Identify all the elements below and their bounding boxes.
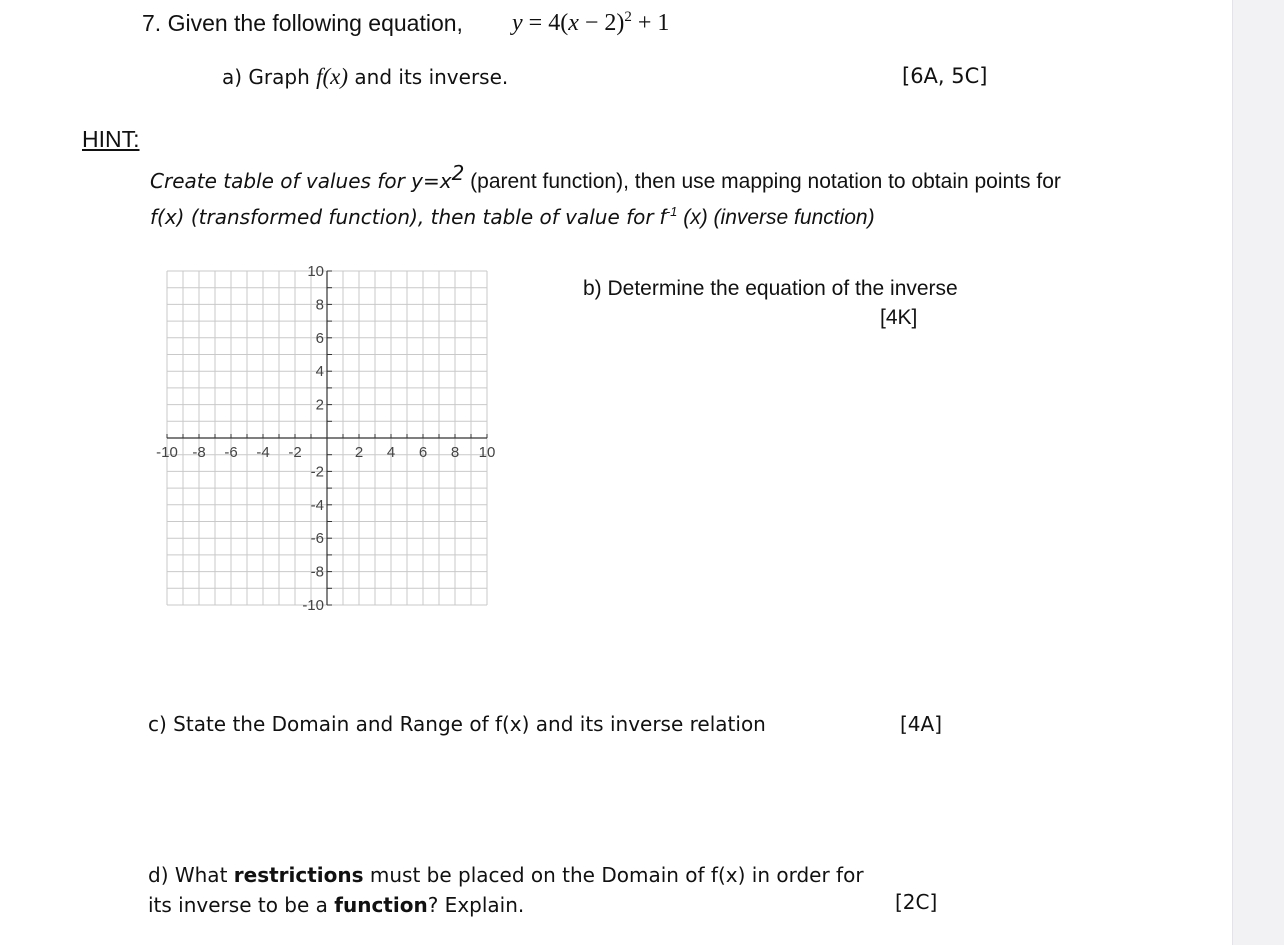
hint-f: f [659,206,666,229]
y-tick-label: -8 [310,563,324,581]
y-tick-label: -6 [310,530,324,548]
part-a-fx-arg: (x) [322,64,349,89]
y-tick-label: 4 [315,363,324,381]
y-tick-label: -4 [310,496,324,514]
part-c-prompt: c) State the Domain and Range of f(x) and its inverse relation [148,712,766,736]
part-d-bold: function [334,893,428,917]
hint-italic: Create table of values for y=x [150,169,452,193]
part-d-prompt [148,860,864,920]
x-tick-label: -10 [156,444,178,461]
equation-part: = 4( [522,10,569,36]
part-d-marks: [2C] [895,890,938,914]
y-tick-label: 2 [315,396,324,414]
y-tick-label: -10 [302,597,324,614]
hint-superscript: 2 [451,161,465,185]
question-title: 7. Given the following equation, [142,10,463,36]
x-tick-label: 6 [418,444,428,461]
hint-line-1 [150,158,1090,197]
x-tick-label: -4 [256,444,270,461]
equation-lhs: y [512,10,523,36]
x-tick-label: -6 [224,444,238,461]
equation-part: − 2) [578,10,625,36]
y-tick-label: 10 [307,263,324,280]
hint-line-2 [150,197,1090,233]
part-a-marks: [6A, 5C] [902,64,988,88]
y-tick-label: -2 [310,463,324,481]
y-tick-label: 6 [315,329,324,347]
hint-superscript: -1 [665,204,678,219]
scrollbar-track[interactable] [1232,0,1284,945]
hint-rest: (x) (inverse function) [677,206,875,229]
part-d-text: must be placed on the Domain of f(x) in order for [363,863,864,887]
part-d-line-2 [148,890,864,920]
y-tick-label: 8 [315,296,324,314]
hint-italic: f(x) (transformed function), then table of value for [150,205,660,229]
part-b-prompt: b) Determine the equation of the inverse [583,277,958,300]
part-d-text: d) What [148,863,234,887]
part-b-marks: [4K] [880,306,918,329]
equation-var: x [568,10,579,36]
part-c-marks: [4A] [900,712,943,736]
x-tick-label: 8 [450,444,460,461]
part-a-prompt [222,64,508,90]
part-a-fx: f [316,64,323,89]
part-d-text: ? Explain. [427,893,525,917]
part-a-rest: and its inverse. [348,65,509,89]
x-tick-label: 10 [478,444,496,461]
part-a-label: a) Graph [222,65,317,89]
hint-text [150,158,1090,233]
x-tick-label: 4 [386,444,396,461]
part-d-line-1 [148,860,864,890]
part-d-text: its inverse to be a [148,893,335,917]
x-tick-label: 2 [354,444,364,461]
question-equation [512,9,669,37]
coordinate-grid [150,258,510,618]
x-tick-label: -2 [288,444,302,461]
hint-heading: HINT: [82,126,140,152]
equation-exponent: 2 [624,9,632,25]
equation-part: + 1 [631,10,670,36]
part-d-bold: restrictions [233,863,364,887]
x-tick-label: -8 [192,444,206,461]
hint-rest: (parent function), then use mapping notation to obtain points for [464,170,1061,193]
